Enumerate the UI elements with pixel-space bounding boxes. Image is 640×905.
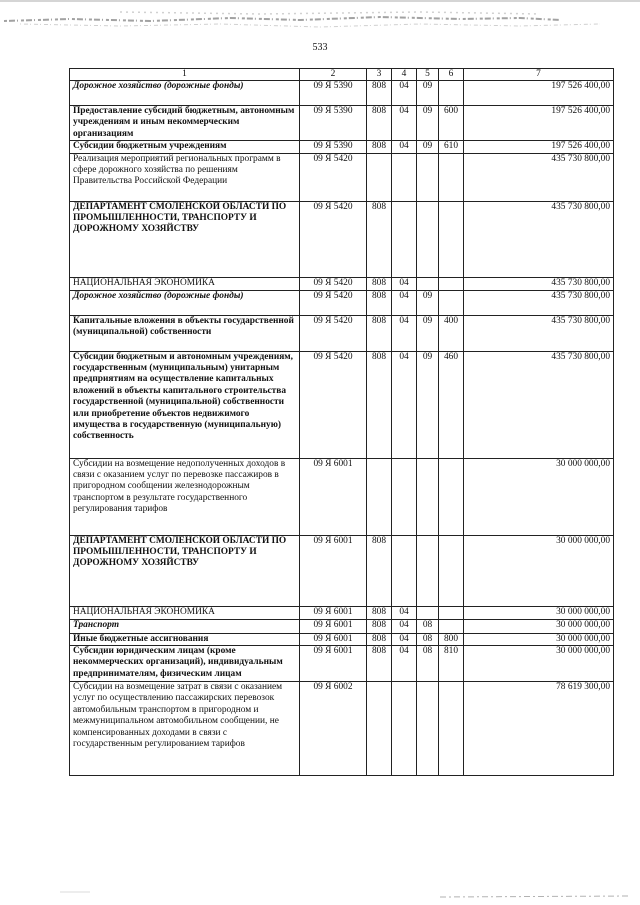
row-expense-type: [439, 606, 464, 619]
row-ministry-code: 808: [367, 290, 392, 315]
row-target-code: 09 Я 5420: [300, 315, 367, 351]
row-subsection-code: 09: [417, 290, 439, 315]
row-expense-type: [439, 458, 464, 535]
row-section-code: 04: [392, 81, 417, 106]
row-target-code: 09 Я 6001: [300, 633, 367, 645]
row-amount: 30 000 000,00: [464, 646, 614, 682]
row-expense-type: 810: [439, 646, 464, 682]
table-row: [70, 633, 614, 645]
row-subsection-code: [417, 606, 439, 619]
table-row: [70, 535, 614, 606]
row-ministry-code: [367, 153, 392, 201]
row-ministry-code: 808: [367, 106, 392, 141]
table-row: [70, 315, 614, 351]
row-name: Субсидии бюджетным учреждениям: [70, 141, 300, 153]
table-header-row: [70, 69, 614, 81]
row-expense-type: [439, 290, 464, 315]
row-amount: 197 526 400,00: [464, 141, 614, 153]
row-target-code: 09 Я 5420: [300, 153, 367, 201]
row-subsection-code: 09: [417, 315, 439, 351]
header-col-2: 2: [300, 69, 367, 81]
row-amount: 435 730 800,00: [464, 201, 614, 277]
row-expense-type: [439, 535, 464, 606]
row-subsection-code: 09: [417, 141, 439, 153]
row-ministry-code: 808: [367, 535, 392, 606]
row-target-code: 09 Я 5420: [300, 201, 367, 277]
row-expense-type: [439, 81, 464, 106]
row-ministry-code: 808: [367, 351, 392, 458]
row-name: Капитальные вложения в объекты государственной (муниципальной) собственности: [70, 315, 300, 351]
row-target-code: 09 Я 5420: [300, 290, 367, 315]
budget-table: [69, 68, 614, 776]
row-subsection-code: [417, 277, 439, 290]
row-name: ДЕПАРТАМЕНТ СМОЛЕНСКОЙ ОБЛАСТИ ПО ПРОМЫШЛЕННОСТИ, ТРАНСПОРТУ И ДОРОЖНОМУ ХОЗЯЙСТВУ: [70, 535, 300, 606]
row-name: НАЦИОНАЛЬНАЯ ЭКОНОМИКА: [70, 277, 300, 290]
row-target-code: 09 Я 6002: [300, 682, 367, 776]
row-amount: 435 730 800,00: [464, 290, 614, 315]
row-section-code: 04: [392, 646, 417, 682]
row-expense-type: [439, 153, 464, 201]
scan-noise-top: [0, 0, 640, 40]
row-amount: 435 730 800,00: [464, 153, 614, 201]
row-amount: 30 000 000,00: [464, 535, 614, 606]
row-expense-type: [439, 682, 464, 776]
row-subsection-code: 08: [417, 633, 439, 645]
row-amount: 78 619 300,00: [464, 682, 614, 776]
row-expense-type: 800: [439, 633, 464, 645]
row-section-code: 04: [392, 315, 417, 351]
row-expense-type: 610: [439, 141, 464, 153]
row-ministry-code: 808: [367, 633, 392, 645]
row-amount: 197 526 400,00: [464, 81, 614, 106]
row-subsection-code: 09: [417, 351, 439, 458]
table-row: [70, 277, 614, 290]
table-row: [70, 141, 614, 153]
row-subsection-code: [417, 201, 439, 277]
table-row: [70, 682, 614, 776]
row-amount: 435 730 800,00: [464, 351, 614, 458]
row-target-code: 09 Я 6001: [300, 535, 367, 606]
row-subsection-code: [417, 458, 439, 535]
row-amount: 30 000 000,00: [464, 606, 614, 619]
row-subsection-code: [417, 682, 439, 776]
row-section-code: [392, 682, 417, 776]
table-row: [70, 81, 614, 106]
header-col-1: 1: [70, 69, 300, 81]
row-section-code: 04: [392, 606, 417, 619]
row-section-code: [392, 201, 417, 277]
scan-noise-bottom: [0, 880, 640, 905]
row-ministry-code: 808: [367, 646, 392, 682]
row-amount: 435 730 800,00: [464, 277, 614, 290]
row-ministry-code: [367, 682, 392, 776]
table-row: [70, 290, 614, 315]
table-row: [70, 351, 614, 458]
row-section-code: 04: [392, 351, 417, 458]
row-amount: 30 000 000,00: [464, 633, 614, 645]
row-target-code: 09 Я 5390: [300, 81, 367, 106]
row-expense-type: 600: [439, 106, 464, 141]
row-target-code: 09 Я 5420: [300, 277, 367, 290]
row-ministry-code: 808: [367, 277, 392, 290]
row-ministry-code: 808: [367, 619, 392, 633]
row-expense-type: [439, 201, 464, 277]
row-name: Иные бюджетные ассигнования: [70, 633, 300, 645]
row-subsection-code: 08: [417, 646, 439, 682]
row-target-code: 09 Я 6001: [300, 646, 367, 682]
row-target-code: 09 Я 6001: [300, 619, 367, 633]
row-expense-type: [439, 277, 464, 290]
row-subsection-code: 09: [417, 106, 439, 141]
row-ministry-code: 808: [367, 606, 392, 619]
row-section-code: 04: [392, 141, 417, 153]
row-section-code: 04: [392, 277, 417, 290]
row-section-code: 04: [392, 633, 417, 645]
table-row: [70, 153, 614, 201]
row-expense-type: [439, 619, 464, 633]
header-col-4: 4: [392, 69, 417, 81]
header-col-7: 7: [464, 69, 614, 81]
row-expense-type: 460: [439, 351, 464, 458]
row-expense-type: 400: [439, 315, 464, 351]
row-ministry-code: 808: [367, 141, 392, 153]
row-ministry-code: 808: [367, 201, 392, 277]
header-col-6: 6: [439, 69, 464, 81]
row-section-code: 04: [392, 106, 417, 141]
row-subsection-code: [417, 153, 439, 201]
header-col-5: 5: [417, 69, 439, 81]
row-name: НАЦИОНАЛЬНАЯ ЭКОНОМИКА: [70, 606, 300, 619]
row-target-code: 09 Я 5390: [300, 141, 367, 153]
row-ministry-code: 808: [367, 315, 392, 351]
row-ministry-code: [367, 458, 392, 535]
row-section-code: [392, 153, 417, 201]
table-row: [70, 646, 614, 682]
row-name: Субсидии на возмещение затрат в связи с оказанием услуг по осуществлению пассажирских перевозок автомобильным транспортом в пригородном и межмуниципальном автомобильном сообщении, не компенсированных доходами в связи с государственным регулированием тарифов: [70, 682, 300, 776]
row-target-code: 09 Я 5390: [300, 106, 367, 141]
row-amount: 30 000 000,00: [464, 619, 614, 633]
row-name: Дорожное хозяйство (дорожные фонды): [70, 290, 300, 315]
row-amount: 435 730 800,00: [464, 315, 614, 351]
row-target-code: 09 Я 5420: [300, 351, 367, 458]
row-subsection-code: [417, 535, 439, 606]
table-row: [70, 201, 614, 277]
table-row: [70, 619, 614, 633]
row-name: ДЕПАРТАМЕНТ СМОЛЕНСКОЙ ОБЛАСТИ ПО ПРОМЫШЛЕННОСТИ, ТРАНСПОРТУ И ДОРОЖНОМУ ХОЗЯЙСТВУ: [70, 201, 300, 277]
row-name: Дорожное хозяйство (дорожные фонды): [70, 81, 300, 106]
row-name: Реализация мероприятий региональных программ в сфере дорожного хозяйства по решениям Правительства Российской Федерации: [70, 153, 300, 201]
row-section-code: 04: [392, 619, 417, 633]
row-ministry-code: 808: [367, 81, 392, 106]
row-subsection-code: 09: [417, 81, 439, 106]
row-section-code: [392, 535, 417, 606]
row-name: Предоставление субсидий бюджетным, автономным учреждениям и иным некоммерческим организациям: [70, 106, 300, 141]
row-name: Субсидии юридическим лицам (кроме некоммерческих организаций), индивидуальным предпринимателям, физическим лицам: [70, 646, 300, 682]
page-number: 533: [312, 42, 328, 53]
table-row: [70, 106, 614, 141]
row-section-code: [392, 458, 417, 535]
row-name: Транспорт: [70, 619, 300, 633]
row-target-code: 09 Я 6001: [300, 606, 367, 619]
row-name: Субсидии бюджетным и автономным учреждениям, государственным (муниципальным) унитарным предприятиям на осуществление капитальных вложений в объекты капитального строительства государственной (муниципальной) собственности или приобретение объектов недвижимого имущества в государственную (муниципальную) собственность: [70, 351, 300, 458]
row-amount: 30 000 000,00: [464, 458, 614, 535]
row-name: Субсидии на возмещение недополученных доходов в связи с оказанием услуг по перевозке пассажиров в пригородном сообщении железнодорожным транспортом в результате государственного регулирования тарифов: [70, 458, 300, 535]
row-amount: 197 526 400,00: [464, 106, 614, 141]
table-row: [70, 606, 614, 619]
row-subsection-code: 08: [417, 619, 439, 633]
row-target-code: 09 Я 6001: [300, 458, 367, 535]
row-section-code: 04: [392, 290, 417, 315]
header-col-3: 3: [367, 69, 392, 81]
table-row: [70, 458, 614, 535]
